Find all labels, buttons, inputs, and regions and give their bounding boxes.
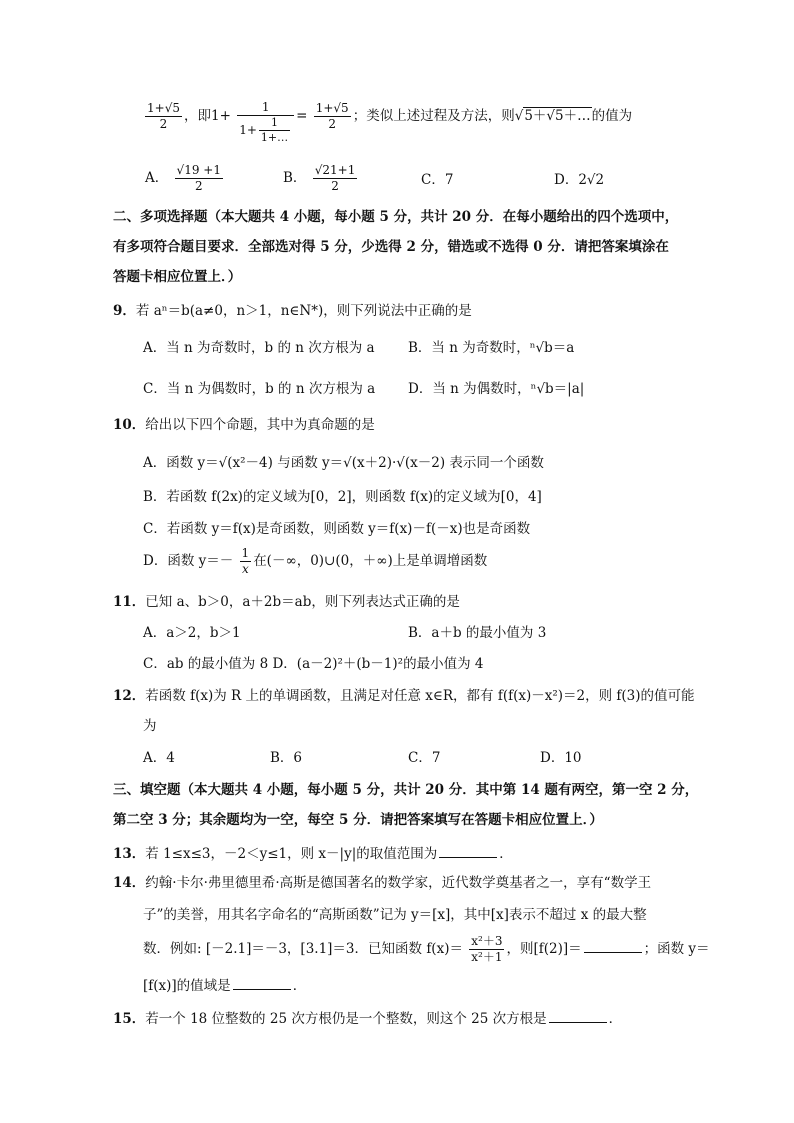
q13-stem bbox=[113, 845, 513, 863]
q12-option-a: A．4 bbox=[143, 750, 175, 766]
question-stem: 已知 a、b＞0，a＋2b＝ab，则下列表达式正确的是 bbox=[145, 594, 460, 610]
q12-stem bbox=[113, 688, 695, 705]
answer-blank[interactable] bbox=[439, 845, 497, 858]
q14-line1 bbox=[113, 875, 651, 892]
option-label: A． bbox=[145, 170, 169, 186]
radicand: 5＋√5＋… bbox=[524, 107, 591, 124]
question-text: 数．例如: [－2.1]＝－3，[3.1]＝3．已知函数 f(x)＝ bbox=[143, 941, 463, 957]
question-text: [f(x)]的值域是 bbox=[143, 978, 231, 994]
period: ． bbox=[608, 1011, 623, 1027]
option-label: C． bbox=[421, 172, 445, 188]
answer-blank[interactable] bbox=[549, 1010, 607, 1023]
fraction-denominator: 1+… bbox=[260, 130, 289, 144]
golden-ratio-fraction bbox=[145, 101, 182, 132]
q8-option-d bbox=[554, 172, 604, 189]
fraction-denominator: 2 bbox=[331, 179, 339, 193]
option-text: D．函数 y＝－ bbox=[143, 553, 234, 569]
q15-stem bbox=[113, 1010, 622, 1028]
fraction-numerator: 1+√5 bbox=[315, 100, 349, 115]
q12-stem-continued: 为 bbox=[143, 718, 157, 734]
question-text: ；函数 y＝ bbox=[643, 941, 710, 957]
question-stem: 若 aⁿ＝b(a≠0，n＞1，n∈N*)，则下列说法中正确的是 bbox=[135, 303, 472, 319]
fraction-numerator: x²＋3 bbox=[471, 934, 503, 948]
q12-option-d: D．10 bbox=[540, 750, 582, 766]
fraction-denominator: 2 bbox=[194, 179, 203, 193]
section3-heading-line1: 三、填空题（本大题共 4 小题，每小题 5 分，共计 20 分．其中第 14 题有两空，第一空 2 分， bbox=[113, 782, 699, 798]
fraction-numerator: 1 bbox=[241, 546, 250, 560]
question-number: 14． bbox=[113, 875, 146, 891]
question-number: 10． bbox=[113, 417, 146, 433]
question-stem: 若函数 f(x)为 R 上的单调函数，且满足对任意 x∈R，都有 f(f(x)－x²)＝2，则 f(3)的值可能 bbox=[145, 688, 695, 704]
q11-stem bbox=[113, 594, 460, 611]
q10-option-d bbox=[143, 546, 487, 577]
q10-option-b: B．若函数 f(2x)的定义域为[0，2]，则函数 f(x)的定义域为[0，4] bbox=[143, 489, 542, 505]
q10-stem bbox=[113, 417, 375, 434]
radical-expression: √5＋√5＋… bbox=[514, 107, 591, 124]
q14-line3 bbox=[143, 934, 710, 965]
q11-option-b: B．a＋b 的最小值为 3 bbox=[408, 625, 547, 641]
period: ． bbox=[499, 846, 513, 862]
q8-option-a bbox=[145, 163, 225, 194]
question-stem: 若一个 18 位整数的 25 次方根仍是一个整数，则这个 25 次方根是 bbox=[145, 1011, 547, 1027]
result-fraction bbox=[314, 101, 351, 132]
question-number: 12． bbox=[113, 688, 146, 704]
q12-option-b: B．6 bbox=[270, 750, 303, 766]
option-fraction bbox=[175, 163, 223, 194]
continued-fraction bbox=[237, 100, 294, 145]
intro-text: 1+ bbox=[210, 107, 231, 124]
q14-line4 bbox=[143, 977, 306, 995]
q9-stem bbox=[113, 303, 472, 320]
fraction-numerator: 1 bbox=[259, 116, 290, 131]
q10-option-c: C．若函数 y＝f(x)是奇函数，则函数 y＝f(x)－f(－x)也是奇函数 bbox=[143, 521, 531, 537]
section3-heading-line2: 第二空 3 分；其余题均为一空，每空 5 分．请把答案填写在答题卡相应位置上．） bbox=[113, 812, 603, 828]
option-text: 在(－∞，0)∪(0，＋∞)上是单调增函数 bbox=[253, 553, 488, 569]
answer-blank-1[interactable] bbox=[584, 940, 642, 953]
intro-text: ；类似上述过程及方法，则 bbox=[352, 107, 515, 124]
fraction-denominator: 2 bbox=[328, 116, 337, 131]
question-number: 9． bbox=[113, 303, 136, 319]
fraction-denominator: x²＋1 bbox=[471, 950, 503, 964]
q9-option-c: C．当 n 为偶数时，b 的 n 次方根为 a bbox=[143, 381, 376, 397]
answer-blank-2[interactable] bbox=[233, 977, 291, 990]
fraction-numerator: 1 bbox=[237, 100, 294, 116]
nested-fraction bbox=[259, 116, 290, 145]
equals-sign: = bbox=[296, 107, 308, 124]
fx-fraction bbox=[469, 934, 504, 965]
period: ． bbox=[292, 978, 307, 994]
q10-option-a: A．函数 y＝√(x²－4) 与函数 y＝√(x＋2)·√(x－2) 表示同一个函数 bbox=[143, 455, 544, 471]
q9-option-d: D．当 n 为偶数时，ⁿ√b＝|a| bbox=[408, 381, 585, 397]
question-stem: 给出以下四个命题，其中为真命题的是 bbox=[145, 417, 375, 433]
fraction-numerator: 1+√5 bbox=[147, 100, 180, 115]
intro-line bbox=[143, 100, 632, 145]
q9-option-a: A．当 n 为奇数时，b 的 n 次方根为 a bbox=[143, 340, 375, 356]
fraction-numerator: √19 +1 bbox=[176, 163, 221, 177]
fraction-denominator bbox=[237, 116, 294, 145]
q14-line2: 子”的美誉，用其名字命名的“高斯函数”记为 y＝[x]，其中[x]表示不超过 x 的最大整 bbox=[143, 907, 647, 923]
section2-heading-line1: 二、多项选择题（本大题共 4 小题，每小题 5 分，共计 20 分．在每小题给出的四个选项中， bbox=[113, 209, 679, 225]
intro-text: 的值为 bbox=[591, 107, 633, 124]
q8-option-c bbox=[421, 172, 453, 189]
q12-option-c: C．7 bbox=[408, 750, 441, 766]
q8-option-b bbox=[283, 163, 359, 194]
fraction-numerator: √21+1 bbox=[314, 163, 356, 177]
option-label: D． bbox=[554, 172, 579, 188]
question-number: 15． bbox=[113, 1011, 146, 1027]
question-text: ，则[f(2)]＝ bbox=[506, 941, 582, 957]
fraction-denominator: 2 bbox=[159, 116, 168, 131]
fraction-denominator: x bbox=[241, 562, 249, 576]
q11-option-a: A．a＞2，b＞1 bbox=[143, 625, 241, 641]
q9-option-b: B．当 n 为奇数时，ⁿ√b＝a bbox=[408, 340, 575, 356]
option-fraction bbox=[313, 163, 358, 194]
question-text: 约翰·卡尔·弗里德里希·高斯是德国著名的数学家，近代数学奠基者之一，享有“数学王 bbox=[145, 875, 652, 891]
option-text: 2√2 bbox=[578, 172, 605, 188]
question-number: 13． bbox=[113, 846, 146, 862]
q11-option-cd: C．ab 的最小值为 8 D．(a－2)²＋(b－1)²的最小值为 4 bbox=[143, 656, 484, 672]
option-label: B． bbox=[283, 170, 307, 186]
intro-text: ，即 bbox=[183, 107, 211, 124]
option-text: 7 bbox=[444, 172, 454, 188]
nested-den-text: 1+ bbox=[239, 122, 257, 137]
section2-heading-line3: 答题卡相应位置上．） bbox=[113, 269, 242, 285]
option-fraction bbox=[240, 546, 252, 577]
question-number: 11． bbox=[113, 594, 146, 610]
question-stem: 若 1≤x≤3，－2＜y≤1，则 x－|y|的取值范围为 bbox=[145, 846, 438, 862]
section2-heading-line2: 有多项符合题目要求．全部选对得 5 分，少选得 2 分，错选或不选得 0 分．请把答案填涂在 bbox=[113, 239, 669, 255]
